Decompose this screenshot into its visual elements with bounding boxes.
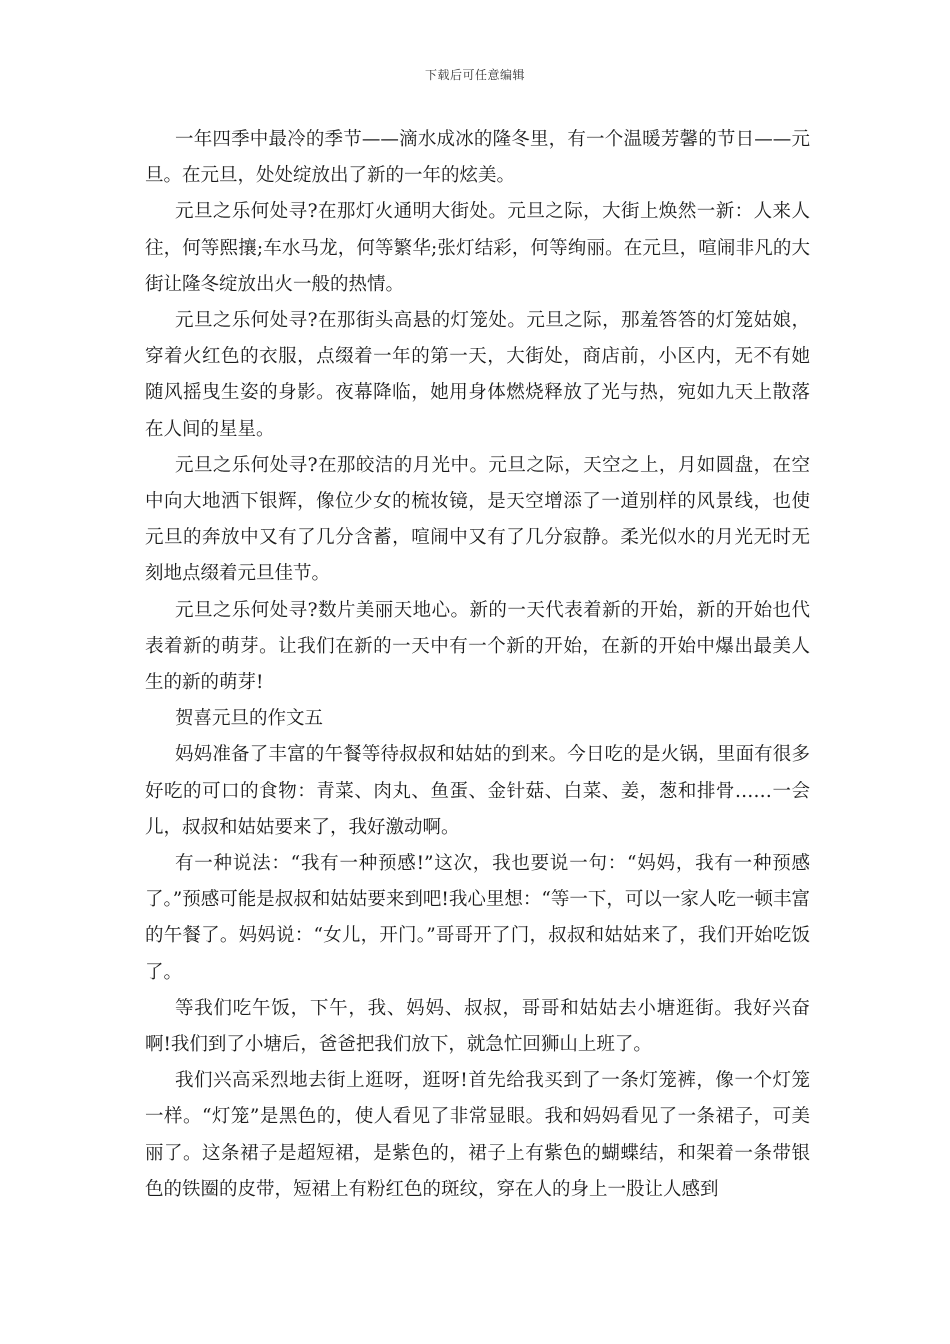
paragraph-7: 有一种说法：“我有一种预感!”这次，我也要说一句：“妈妈，我有一种预感了。”预感可能是叔叔和姑姑要来到吧!我心里想：“等一下，可以一家人吃一顿丰富的午餐了。妈妈说：“女儿，开门。”哥哥开了门，叔叔和姑姑来了，我们开始吃饭了。 — [145, 853, 810, 983]
paragraph-9: 我们兴高采烈地去街上逛呀，逛呀!首先给我买到了一条灯笼裤，像一个灯笼一样。“灯笼”是黑色的，使人看见了非常显眼。我和妈妈看见了一条裙子，可美丽了。这条裙子是超短裙，是紫色的，裙子上有紫色的蝴蝶结，和架着一条带银色的铁圈的皮带，短裙上有粉红色的斑纹，穿在人的身上一股让人感到 — [145, 1070, 810, 1200]
document-body — [145, 122, 810, 1208]
paragraph-4: 元旦之乐何处寻?在那皎洁的月光中。元旦之际，天空之上，月如圆盘，在空中向大地洒下银辉，像位少女的梳妆镜，是天空增添了一道别样的风景线，也使元旦的奔放中又有了几分含蓄，喧闹中又有了几分寂静。柔光似水的月光无时无刻地点缀着元旦佳节。 — [145, 454, 810, 585]
page-header-note: 下载后可任意编辑 — [424, 68, 525, 82]
paragraph-8: 等我们吃午饭，下午，我、妈妈、叔叔，哥哥和姑姑去小塘逛街。我好兴奋啊!我们到了小塘后，爸爸把我们放下，就急忙回狮山上班了。 — [145, 997, 810, 1056]
section-heading: 贺喜元旦的作文五 — [175, 708, 324, 730]
paragraph-2: 元旦之乐何处寻?在那灯火通明大街处。元旦之际，大街上焕然一新：人来人往，何等熙攘;车水马龙，何等繁华;张灯结彩，何等绚丽。在元旦，喧闹非凡的大街让隆冬绽放出火一般的热情。 — [145, 201, 810, 295]
paragraph-3: 元旦之乐何处寻?在那街头高悬的灯笼处。元旦之际，那羞答答的灯笼姑娘，穿着火红色的衣服，点缀着一年的第一天，大街处，商店前，小区内，无不有她随风摇曳生姿的身影。夜幕降临，她用身体燃烧释放了光与热，宛如九天上散落在人间的星星。 — [145, 310, 810, 440]
paragraph-6: 妈妈准备了丰富的午餐等待叔叔和姑姑的到来。今日吃的是火锅，里面有很多好吃的可口的食物：青菜、肉丸、鱼蛋、金针菇、白菜、姜，葱和排骨……一会儿，叔叔和姑姑要来了，我好激动啊。 — [145, 744, 810, 838]
paragraph-1: 一年四季中最冷的季节——滴水成冰的隆冬里，有一个温暖芳馨的节日——元旦。在元旦，处处绽放出了新的一年的炫美。 — [145, 129, 810, 187]
paragraph-5: 元旦之乐何处寻?数片美丽天地心。新的一天代表着新的开始，新的开始也代表着新的萌芽。让我们在新的一天中有一个新的开始，在新的开始中爆出最美人生的新的萌芽! — [145, 599, 810, 694]
